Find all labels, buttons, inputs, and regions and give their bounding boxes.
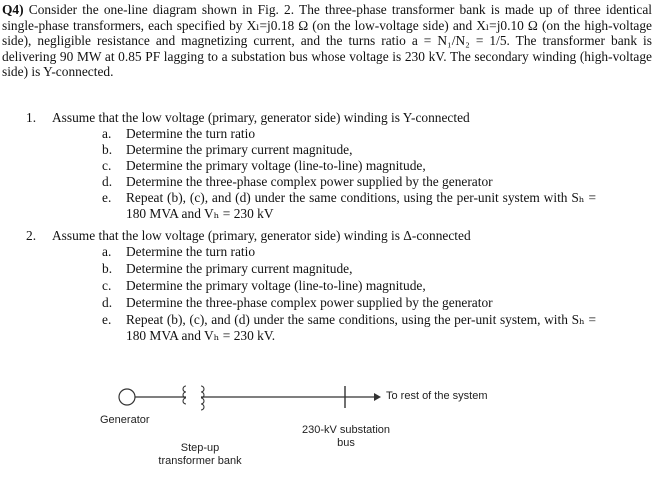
item-letter: d.: [102, 295, 113, 310]
question-text: Consider the one-line diagram shown in Fig. 2. The three-phase transformer bank is made up of three identical single-phase transformers, each specified by Xₗ=j0.18 Ω (on the low-voltage side) and Xₗ=j0.10 Ω (on the high-voltage side), negligible resistance and magnetizing current, and the turns ratio a = N₁/N₂ = 1/5. The transformer bank is delivering 90 MW at 0.85 PF lagging to a substation bus whose voltage is 230 kV. The secondary winding (high-voltage side) is Y-connected.: [2, 2, 652, 80]
substation-label-line: 230-kV substation: [301, 424, 391, 436]
item-letter: b.: [102, 261, 113, 276]
item-letter: d.: [102, 174, 113, 189]
question-label: Q4): [2, 2, 24, 17]
item-text: Determine the three-phase complex power supplied by the generator: [126, 295, 493, 310]
transformer-label-line: Step-up: [180, 442, 220, 454]
transformer-label-line: transformer bank: [158, 455, 242, 467]
item-letter: c.: [102, 158, 112, 173]
part-number: 1.: [26, 110, 37, 125]
question-paragraph: [2, 2, 652, 80]
transformer-winding-icon: [201, 386, 204, 410]
item-text: Determine the primary voltage (line-to-line) magnitude,: [126, 158, 426, 173]
arrow-head-icon: [374, 393, 381, 401]
generator-label: Generator: [100, 414, 150, 426]
generator-icon: [119, 389, 135, 405]
item-letter: c.: [102, 278, 112, 293]
item-letter: e.: [102, 190, 112, 205]
item-text: Determine the primary current magnitude,: [126, 261, 353, 276]
transformer-label: [150, 442, 250, 468]
item-letter: b.: [102, 142, 113, 157]
item-text: Determine the turn ratio: [126, 244, 256, 259]
item-letter: a.: [102, 126, 112, 141]
item-letter: a.: [102, 244, 112, 259]
item-text: Repeat (b), (c), and (d) under the same conditions, using the per-unit system, with Sₕ = 180 MVA and Vₕ = 230 kV.: [126, 312, 596, 343]
item-text: Determine the turn ratio: [126, 126, 256, 141]
item-text: Determine the primary current magnitude,: [126, 142, 353, 157]
arrow-label: To rest of the system: [386, 390, 488, 402]
part-heading: Assume that the low voltage (primary, generator side) winding is Δ-connected: [52, 228, 471, 243]
item-letter: e.: [102, 312, 112, 327]
item-text: Determine the primary voltage (line-to-line) magnitude,: [126, 278, 426, 293]
substation-label-line: bus: [337, 437, 355, 449]
part-heading: Assume that the low voltage (primary, generator side) winding is Y-connected: [52, 110, 470, 125]
transformer-winding-icon: [183, 386, 186, 404]
item-text: Determine the three-phase complex power supplied by the generator: [126, 174, 493, 189]
item-text: Repeat (b), (c), and (d) under the same conditions, using the per-unit system with Sₕ = 180 MVA and Vₕ = 230 kV: [126, 190, 596, 221]
one-line-diagram: [0, 370, 657, 482]
part-number: 2.: [26, 228, 37, 243]
substation-label: [296, 424, 396, 450]
